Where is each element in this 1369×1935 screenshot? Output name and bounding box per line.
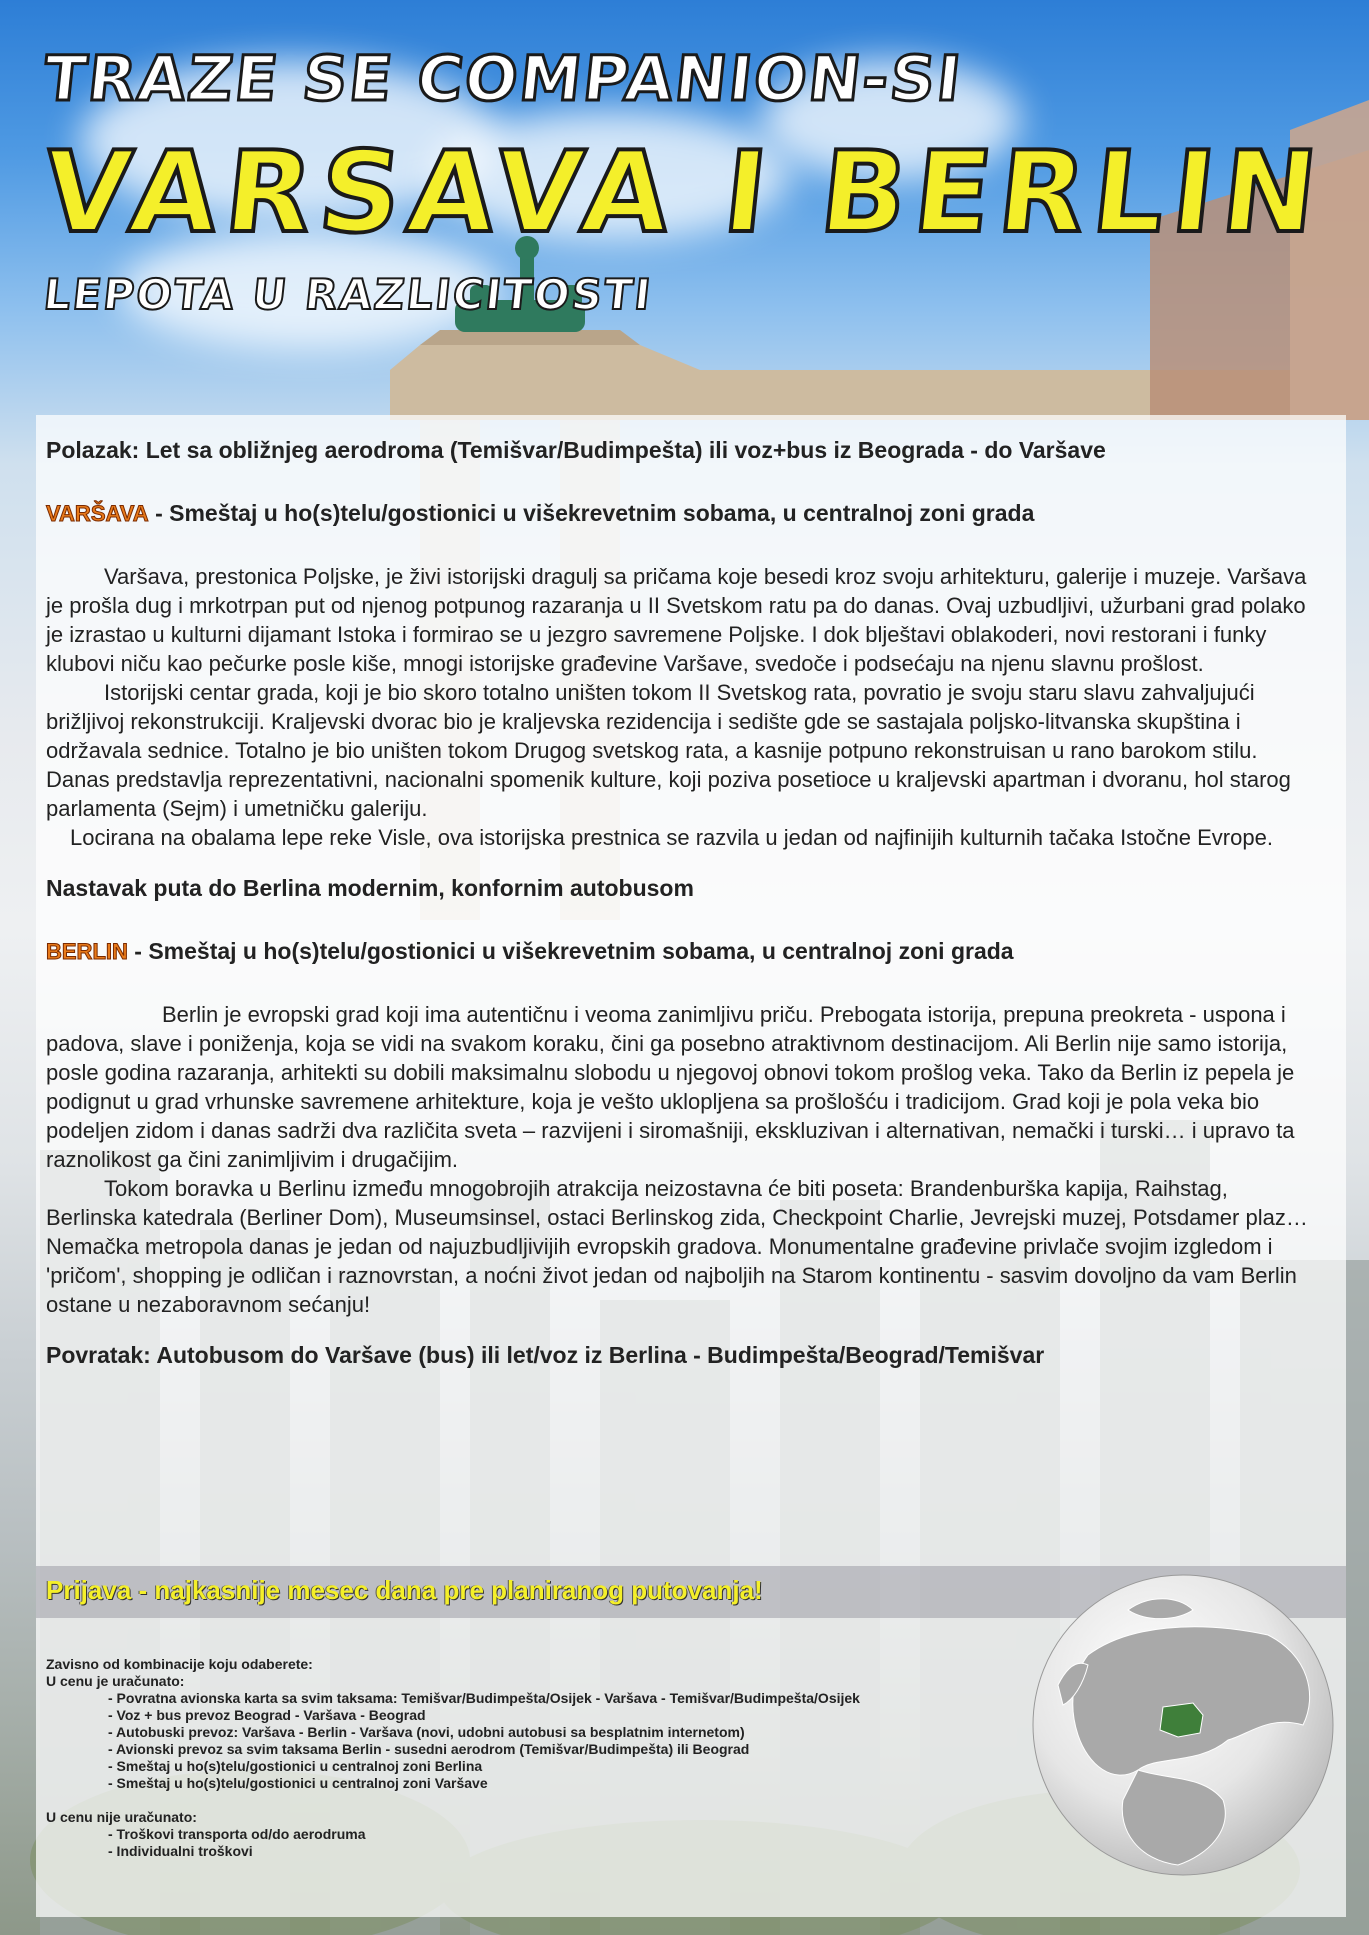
main-content [46,436,1316,1370]
return-line: Povratak: Autobusom do Varšave (bus) ili let/voz iz Berlina - Budimpešta/Beograd/Temišvar [46,1342,1045,1368]
included-item: - Avionski prevoz sa svim taksama Berlin - susedni aerodrom (Temišvar/Budimpešta) ili Beograd [108,1741,750,1757]
berlin-paragraph-3: Nemačka metropola danas je jedan od najuzbudljivijih evropskih gradova. Monumentalne građevine privlače svojim izgledom i 'pričom', shopping je odličan i raznovrstan, a noćni život jedan od najboljih na Starom kontinentu - sasvim dovoljno da vam Berlin ostane u nezaboravnom sećanju! [46,1234,1297,1317]
excluded-title: U cenu nije uračunato: [46,1809,197,1825]
pricing-intro: Zavisno od kombinacije koju odaberete: [46,1656,313,1672]
berlin-paragraph-1: Berlin je evropski grad koji ima autentičnu i veoma zanimljivu priču. Prebogata istorija, prepuna preokreta - uspona i padova, slave i poniženja, koja se vidi na svakom koraku, čini ga posebno atraktivnom destinacijom. Ali Berlin nije samo istorija, posle godina razaranja, arhitekti su dobili maksimalnu slobodu u njegovoj obnovi tokom prošlog veka. Tako da Berlin iz pepela je podignut u grad vrhunske savremene arhitekture, koja je vešto uklopljena sa prošlošću i tradicijom. Grad koji je pola veka bio podeljen zidom i danas sadrži dva različita sveta – razvijeni i siromašniji, ekskluzivan i alternativan, nemački i turski… i upravo ta raznolikost ga čini zanimljivim i drugačijim. [46,1002,1295,1172]
deadline-notice: Prijava - najkasnije mesec dana pre planiranog putovanja! [46,1575,763,1605]
berlin-city-label: BERLIN [46,939,128,964]
berlin-paragraph-2: Tokom boravka u Berlinu između mnogobrojih atrakcija neizostavna će biti poseta: Brandenburška kapija, Raihstag, Berlinska katedrala (Berliner Dom), Museumsinsel, ostaci Berlinskog zida, Checkpoint Charlie, Jevrejski muzej, Potsdamer plaz… [46,1176,1308,1230]
included-item: - Smeštaj u ho(s)telu/gostionici u centralnoj zoni Varšave [108,1775,488,1791]
included-item: - Povratna avionska karta sa svim taksama: Temišvar/Budimpešta/Osijek - Varšava - Temišvar/Budimpešta/Osijek [108,1690,860,1706]
pricing-section [46,1656,1006,1860]
warsaw-heading [46,499,1316,528]
berlin-heading [46,937,1316,966]
title-line-2: VARSAVA I BERLIN [37,128,1331,258]
warsaw-paragraph-2: Istorijski centar grada, koji je bio skoro totalno uništen tokom II Svetskog rata, povratio je svoju staru slavu zahvaljujući brižljivoj rekonstrukciji. Kraljevski dvorac bio je kraljevska rezidencija i sedište gde se sastajala poljsko-litvanska skupština i održavala sednice. Totalno je bio uništen tokom Drugog svetskog rata, a kasnije potpuno rekonstruisan u rano barokom stilu. Danas predstavlja reprezentativni, nacionalni spomenik kulture, koji poziva posetioce u kraljevski apartman i dvoranu, hol starog parlamenta (Sejm) i umetničku galeriju. [46,680,1291,821]
excluded-item: - Individualni troškovi [108,1843,253,1859]
departure-line: Polazak: Let sa obližnjeg aerodroma (Temišvar/Budimpešta) ili voz+bus iz Beograda - do Varšave [46,437,1106,463]
title-line-3: LEPOTA U RAZLICITOSTI [41,270,655,319]
excluded-item: - Troškovi transporta od/do aerodruma [108,1826,366,1842]
included-item: - Voz + bus prevoz Beograd - Varšava - Beograd [108,1707,426,1723]
berlin-accommodation: - Smeštaj u ho(s)telu/gostionici u višekrevetnim sobama, u centralnoj zoni grada [127,938,1014,964]
included-title: U cenu je uračunato: [46,1673,185,1689]
title-line-1: TRAZE SE COMPANION-SI [40,42,966,115]
warsaw-paragraph-1: Varšava, prestonica Poljske, je živi istorijski dragulj sa pričama koje besedi kroz svoju arhitekturu, galerije i muzeje. Varšava je prošla dug i mrkotrpan put od njenog potpunog razaranja u II Svetskom ratu pa do danas. Ovaj uzbudljivi, užurbani grad polako je izrastao u kulturni dijamant Istoka i formirao se u jezgro savremene Poljske. I dok blještavi oblakoderi, novi restorani i funky klubovi niču kao pečurke posle kiše, mnogi istorijske građevine Varšave, svedoče i podsećaju na njenu slavnu prošlost. [46,564,1307,676]
included-item: - Autobuski prevoz: Varšava - Berlin - Varšava (novi, udobni autobusi sa besplatnim internetom) [108,1724,745,1740]
warsaw-city-label: VARŠAVA [46,501,149,526]
warsaw-accommodation: - Smeštaj u ho(s)telu/gostionici u višekrevetnim sobama, u centralnoj zoni grada [148,500,1035,526]
warsaw-paragraph-3: Locirana na obalama lepe reke Visle, ova istorijska prestnica se razvila u jedan od najfinijih kulturnih tačaka Istočne Evrope. [70,825,1273,850]
globe-map-poland [1018,1565,1348,1885]
continue-line: Nastavak puta do Berlina modernim, konfornim autobusom [46,875,694,901]
included-item: - Smeštaj u ho(s)telu/gostionici u centralnoj zoni Berlina [108,1758,483,1774]
poland-highlight [1160,1703,1203,1737]
